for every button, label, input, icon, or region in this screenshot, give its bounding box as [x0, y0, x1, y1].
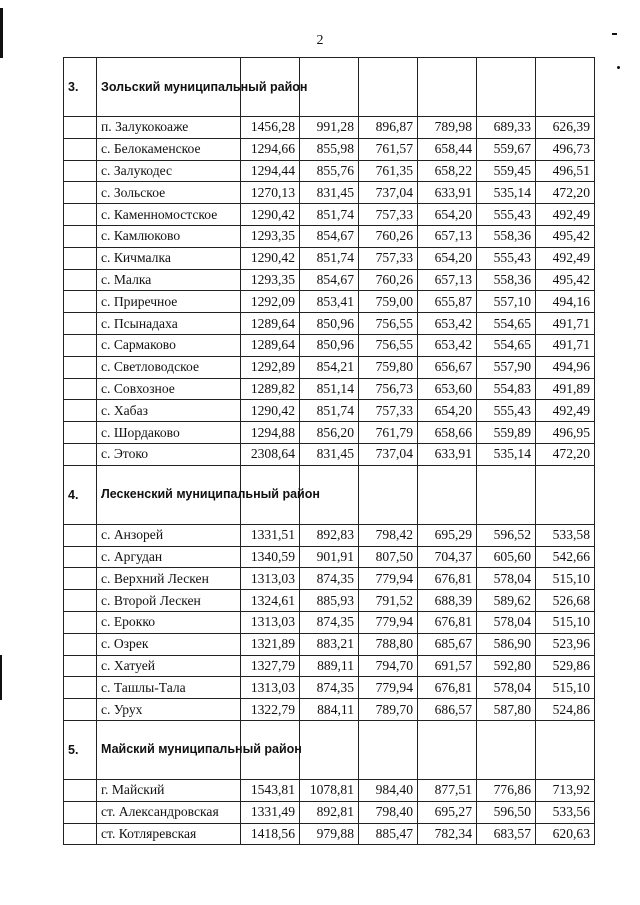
value-cell: 676,81	[418, 568, 477, 590]
table-row	[64, 677, 595, 699]
value-cell: 1292,09	[241, 291, 300, 313]
empty-cell	[359, 465, 418, 524]
settlement-name: с. Шордаково	[97, 422, 241, 444]
value-cell: 656,67	[418, 356, 477, 378]
value-cell: 1322,79	[241, 699, 300, 721]
table-row	[64, 247, 595, 269]
scan-edge-mark-bottom	[0, 655, 2, 700]
number-cell-empty	[64, 422, 97, 444]
value-cell: 578,04	[477, 677, 536, 699]
value-cell: 756,55	[359, 313, 418, 335]
value-cell: 874,35	[300, 568, 359, 590]
table-row	[64, 699, 595, 721]
empty-cell	[300, 58, 359, 117]
table-row	[64, 160, 595, 182]
value-cell: 713,92	[536, 779, 595, 801]
value-cell: 854,67	[300, 269, 359, 291]
empty-cell	[536, 58, 595, 117]
value-cell: 533,56	[536, 801, 595, 823]
value-cell: 798,40	[359, 801, 418, 823]
number-cell-empty	[64, 160, 97, 182]
settlement-name: с. Этоко	[97, 443, 241, 465]
value-cell: 586,90	[477, 633, 536, 655]
value-cell: 654,20	[418, 204, 477, 226]
table-row	[64, 378, 595, 400]
number-cell-empty	[64, 801, 97, 823]
value-cell: 605,60	[477, 546, 536, 568]
number-cell-empty	[64, 590, 97, 612]
empty-cell	[536, 720, 595, 779]
settlement-name: с. Ташлы-Тала	[97, 677, 241, 699]
empty-cell	[477, 465, 536, 524]
value-cell: 515,10	[536, 677, 595, 699]
value-cell: 555,43	[477, 204, 536, 226]
value-cell: 557,90	[477, 356, 536, 378]
value-cell: 657,13	[418, 269, 477, 291]
value-cell: 1078,81	[300, 779, 359, 801]
table-row	[64, 633, 595, 655]
value-cell: 587,80	[477, 699, 536, 721]
table-row	[64, 225, 595, 247]
value-cell: 1418,56	[241, 823, 300, 845]
value-cell: 1289,64	[241, 334, 300, 356]
number-cell-empty	[64, 138, 97, 160]
value-cell: 791,52	[359, 590, 418, 612]
value-cell: 626,39	[536, 117, 595, 139]
value-cell: 496,51	[536, 160, 595, 182]
value-cell: 542,66	[536, 546, 595, 568]
value-cell: 523,96	[536, 633, 595, 655]
table-body	[64, 58, 595, 845]
value-cell: 853,41	[300, 291, 359, 313]
value-cell: 554,65	[477, 334, 536, 356]
region-title: Зольский муниципальный район	[97, 58, 241, 117]
value-cell: 558,36	[477, 269, 536, 291]
value-cell: 683,57	[477, 823, 536, 845]
value-cell: 855,98	[300, 138, 359, 160]
table-row	[64, 291, 595, 313]
number-cell-empty	[64, 356, 97, 378]
number-cell-empty	[64, 313, 97, 335]
number-cell-empty	[64, 117, 97, 139]
value-cell: 653,42	[418, 313, 477, 335]
value-cell: 798,42	[359, 524, 418, 546]
table-row	[64, 182, 595, 204]
value-cell: 889,11	[300, 655, 359, 677]
number-cell-empty	[64, 655, 97, 677]
empty-cell	[359, 720, 418, 779]
value-cell: 737,04	[359, 443, 418, 465]
settlement-name: с. Верхний Лескен	[97, 568, 241, 590]
value-cell: 494,96	[536, 356, 595, 378]
table-row	[64, 117, 595, 139]
value-cell: 658,44	[418, 138, 477, 160]
number-cell-empty	[64, 247, 97, 269]
value-cell: 1290,42	[241, 400, 300, 422]
value-cell: 1289,82	[241, 378, 300, 400]
value-cell: 756,55	[359, 334, 418, 356]
value-cell: 856,20	[300, 422, 359, 444]
value-cell: 1313,03	[241, 568, 300, 590]
value-cell: 515,10	[536, 611, 595, 633]
value-cell: 1321,89	[241, 633, 300, 655]
value-cell: 1294,44	[241, 160, 300, 182]
value-cell: 1331,51	[241, 524, 300, 546]
value-cell: 807,50	[359, 546, 418, 568]
value-cell: 760,26	[359, 269, 418, 291]
value-cell: 495,42	[536, 225, 595, 247]
settlement-name: с. Второй Лескен	[97, 590, 241, 612]
number-cell-empty	[64, 400, 97, 422]
value-cell: 557,10	[477, 291, 536, 313]
table-row	[64, 356, 595, 378]
value-cell: 496,95	[536, 422, 595, 444]
value-cell: 653,42	[418, 334, 477, 356]
value-cell: 472,20	[536, 182, 595, 204]
value-cell: 779,94	[359, 568, 418, 590]
value-cell: 559,45	[477, 160, 536, 182]
settlement-name: с. Зольское	[97, 182, 241, 204]
value-cell: 1324,61	[241, 590, 300, 612]
empty-cell	[418, 58, 477, 117]
value-cell: 658,22	[418, 160, 477, 182]
value-cell: 779,94	[359, 677, 418, 699]
settlement-name: с. Камлюково	[97, 225, 241, 247]
value-cell: 491,71	[536, 313, 595, 335]
settlement-name: с. Аргудан	[97, 546, 241, 568]
value-cell: 686,57	[418, 699, 477, 721]
settlement-name: с. Белокаменское	[97, 138, 241, 160]
number-cell-empty	[64, 699, 97, 721]
table-row	[64, 568, 595, 590]
number-cell-empty	[64, 546, 97, 568]
table-row	[64, 138, 595, 160]
section-number: 4.	[64, 465, 97, 524]
value-cell: 704,37	[418, 546, 477, 568]
value-cell: 761,79	[359, 422, 418, 444]
value-cell: 535,14	[477, 182, 536, 204]
value-cell: 737,04	[359, 182, 418, 204]
scan-edge-mark-top	[0, 8, 3, 58]
value-cell: 554,65	[477, 313, 536, 335]
value-cell: 555,43	[477, 400, 536, 422]
number-cell-empty	[64, 611, 97, 633]
value-cell: 779,94	[359, 611, 418, 633]
value-cell: 757,33	[359, 247, 418, 269]
value-cell: 776,86	[477, 779, 536, 801]
table-row	[64, 204, 595, 226]
settlement-name: с. Сармаково	[97, 334, 241, 356]
value-cell: 1456,28	[241, 117, 300, 139]
value-cell: 494,16	[536, 291, 595, 313]
value-cell: 851,14	[300, 378, 359, 400]
table-row	[64, 269, 595, 291]
settlement-name: с. Приречное	[97, 291, 241, 313]
value-cell: 1293,35	[241, 225, 300, 247]
value-cell: 695,29	[418, 524, 477, 546]
number-cell-empty	[64, 225, 97, 247]
value-cell: 676,81	[418, 677, 477, 699]
value-cell: 760,26	[359, 225, 418, 247]
empty-cell	[300, 720, 359, 779]
value-cell: 1331,49	[241, 801, 300, 823]
page-number: 2	[316, 33, 324, 48]
number-cell-empty	[64, 823, 97, 845]
value-cell: 1313,03	[241, 677, 300, 699]
table-row	[64, 801, 595, 823]
value-cell: 901,91	[300, 546, 359, 568]
scan-speck	[612, 33, 617, 35]
settlement-name: с. Анзорей	[97, 524, 241, 546]
value-cell: 757,33	[359, 400, 418, 422]
empty-cell	[477, 720, 536, 779]
number-cell-empty	[64, 443, 97, 465]
value-cell: 695,27	[418, 801, 477, 823]
empty-cell	[477, 58, 536, 117]
value-cell: 492,49	[536, 247, 595, 269]
settlement-name: с. Хабаз	[97, 400, 241, 422]
number-cell-empty	[64, 182, 97, 204]
value-cell: 883,21	[300, 633, 359, 655]
table-row	[64, 400, 595, 422]
value-cell: 892,83	[300, 524, 359, 546]
number-cell-empty	[64, 633, 97, 655]
table-row	[64, 546, 595, 568]
value-cell: 620,63	[536, 823, 595, 845]
value-cell: 892,81	[300, 801, 359, 823]
value-cell: 761,35	[359, 160, 418, 182]
number-cell-empty	[64, 291, 97, 313]
settlement-name: г. Майский	[97, 779, 241, 801]
settlement-name: с. Хатуей	[97, 655, 241, 677]
value-cell: 688,39	[418, 590, 477, 612]
number-cell-empty	[64, 568, 97, 590]
value-cell: 1289,64	[241, 313, 300, 335]
value-cell: 789,70	[359, 699, 418, 721]
settlement-name: с. Залукодес	[97, 160, 241, 182]
settlement-name: с. Ерокко	[97, 611, 241, 633]
table-row	[64, 313, 595, 335]
settlement-name: с. Урух	[97, 699, 241, 721]
table-row	[64, 422, 595, 444]
value-cell: 757,33	[359, 204, 418, 226]
value-cell: 496,73	[536, 138, 595, 160]
empty-cell	[418, 720, 477, 779]
value-cell: 984,40	[359, 779, 418, 801]
value-cell: 653,60	[418, 378, 477, 400]
settlement-name: с. Озрек	[97, 633, 241, 655]
value-cell: 492,49	[536, 400, 595, 422]
scan-speck	[617, 66, 620, 69]
value-cell: 1270,13	[241, 182, 300, 204]
value-cell: 515,10	[536, 568, 595, 590]
region-header-row	[64, 58, 595, 117]
value-cell: 854,67	[300, 225, 359, 247]
value-cell: 472,20	[536, 443, 595, 465]
value-cell: 495,42	[536, 269, 595, 291]
value-cell: 979,88	[300, 823, 359, 845]
empty-cell	[536, 465, 595, 524]
value-cell: 676,81	[418, 611, 477, 633]
value-cell: 1294,88	[241, 422, 300, 444]
empty-cell	[359, 58, 418, 117]
number-cell-empty	[64, 677, 97, 699]
value-cell: 1290,42	[241, 204, 300, 226]
value-cell: 654,20	[418, 247, 477, 269]
value-cell: 896,87	[359, 117, 418, 139]
value-cell: 554,83	[477, 378, 536, 400]
value-cell: 885,47	[359, 823, 418, 845]
number-cell-empty	[64, 524, 97, 546]
value-cell: 782,34	[418, 823, 477, 845]
value-cell: 874,35	[300, 677, 359, 699]
value-cell: 596,52	[477, 524, 536, 546]
value-cell: 851,74	[300, 247, 359, 269]
number-cell-empty	[64, 779, 97, 801]
value-cell: 1293,35	[241, 269, 300, 291]
value-cell: 877,51	[418, 779, 477, 801]
value-cell: 831,45	[300, 443, 359, 465]
settlement-name: ст. Котляревская	[97, 823, 241, 845]
value-cell: 885,93	[300, 590, 359, 612]
value-cell: 1313,03	[241, 611, 300, 633]
value-cell: 874,35	[300, 611, 359, 633]
value-cell: 559,89	[477, 422, 536, 444]
section-number: 5.	[64, 720, 97, 779]
table-row	[64, 443, 595, 465]
value-cell: 657,13	[418, 225, 477, 247]
value-cell: 884,11	[300, 699, 359, 721]
number-cell-empty	[64, 378, 97, 400]
value-cell: 788,80	[359, 633, 418, 655]
settlement-name: с. Кичмалка	[97, 247, 241, 269]
value-cell: 558,36	[477, 225, 536, 247]
settlement-name: с. Псынадаха	[97, 313, 241, 335]
value-cell: 851,74	[300, 400, 359, 422]
value-cell: 1294,66	[241, 138, 300, 160]
region-header-row	[64, 720, 595, 779]
value-cell: 1543,81	[241, 779, 300, 801]
value-cell: 1340,59	[241, 546, 300, 568]
value-cell: 491,89	[536, 378, 595, 400]
settlement-name: с. Малка	[97, 269, 241, 291]
value-cell: 851,74	[300, 204, 359, 226]
value-cell: 831,45	[300, 182, 359, 204]
value-cell: 2308,64	[241, 443, 300, 465]
value-cell: 761,57	[359, 138, 418, 160]
value-cell: 689,33	[477, 117, 536, 139]
table-row	[64, 823, 595, 845]
value-cell: 991,28	[300, 117, 359, 139]
value-cell: 691,57	[418, 655, 477, 677]
value-cell: 526,68	[536, 590, 595, 612]
value-cell: 759,80	[359, 356, 418, 378]
value-cell: 633,91	[418, 443, 477, 465]
value-cell: 855,76	[300, 160, 359, 182]
value-cell: 559,67	[477, 138, 536, 160]
empty-cell	[418, 465, 477, 524]
value-cell: 850,96	[300, 313, 359, 335]
settlement-name: ст. Александровская	[97, 801, 241, 823]
value-cell: 589,62	[477, 590, 536, 612]
value-cell: 524,86	[536, 699, 595, 721]
value-cell: 1327,79	[241, 655, 300, 677]
value-cell: 633,91	[418, 182, 477, 204]
value-cell: 529,86	[536, 655, 595, 677]
region-title: Лескенский муниципальный район	[97, 465, 241, 524]
value-cell: 491,71	[536, 334, 595, 356]
settlement-name: с. Светловодское	[97, 356, 241, 378]
value-cell: 492,49	[536, 204, 595, 226]
number-cell-empty	[64, 269, 97, 291]
table-row	[64, 334, 595, 356]
region-header-row	[64, 465, 595, 524]
value-cell: 555,43	[477, 247, 536, 269]
value-cell: 592,80	[477, 655, 536, 677]
value-cell: 1292,89	[241, 356, 300, 378]
section-number: 3.	[64, 58, 97, 117]
value-cell: 596,50	[477, 801, 536, 823]
value-cell: 759,00	[359, 291, 418, 313]
value-cell: 794,70	[359, 655, 418, 677]
table-row	[64, 779, 595, 801]
value-cell: 655,87	[418, 291, 477, 313]
value-cell: 850,96	[300, 334, 359, 356]
value-cell: 533,58	[536, 524, 595, 546]
value-cell: 1290,42	[241, 247, 300, 269]
value-cell: 658,66	[418, 422, 477, 444]
table-row	[64, 655, 595, 677]
region-title: Майский муниципальный район	[97, 720, 241, 779]
value-cell: 578,04	[477, 568, 536, 590]
tariff-table	[63, 57, 595, 845]
value-cell: 535,14	[477, 443, 536, 465]
settlement-name: п. Залукокоаже	[97, 117, 241, 139]
number-cell-empty	[64, 204, 97, 226]
value-cell: 578,04	[477, 611, 536, 633]
number-cell-empty	[64, 334, 97, 356]
value-cell: 756,73	[359, 378, 418, 400]
value-cell: 789,98	[418, 117, 477, 139]
settlement-name: с. Совхозное	[97, 378, 241, 400]
table-row	[64, 524, 595, 546]
value-cell: 654,20	[418, 400, 477, 422]
table-row	[64, 611, 595, 633]
settlement-name: с. Каменномостское	[97, 204, 241, 226]
table-row	[64, 590, 595, 612]
value-cell: 685,67	[418, 633, 477, 655]
value-cell: 854,21	[300, 356, 359, 378]
